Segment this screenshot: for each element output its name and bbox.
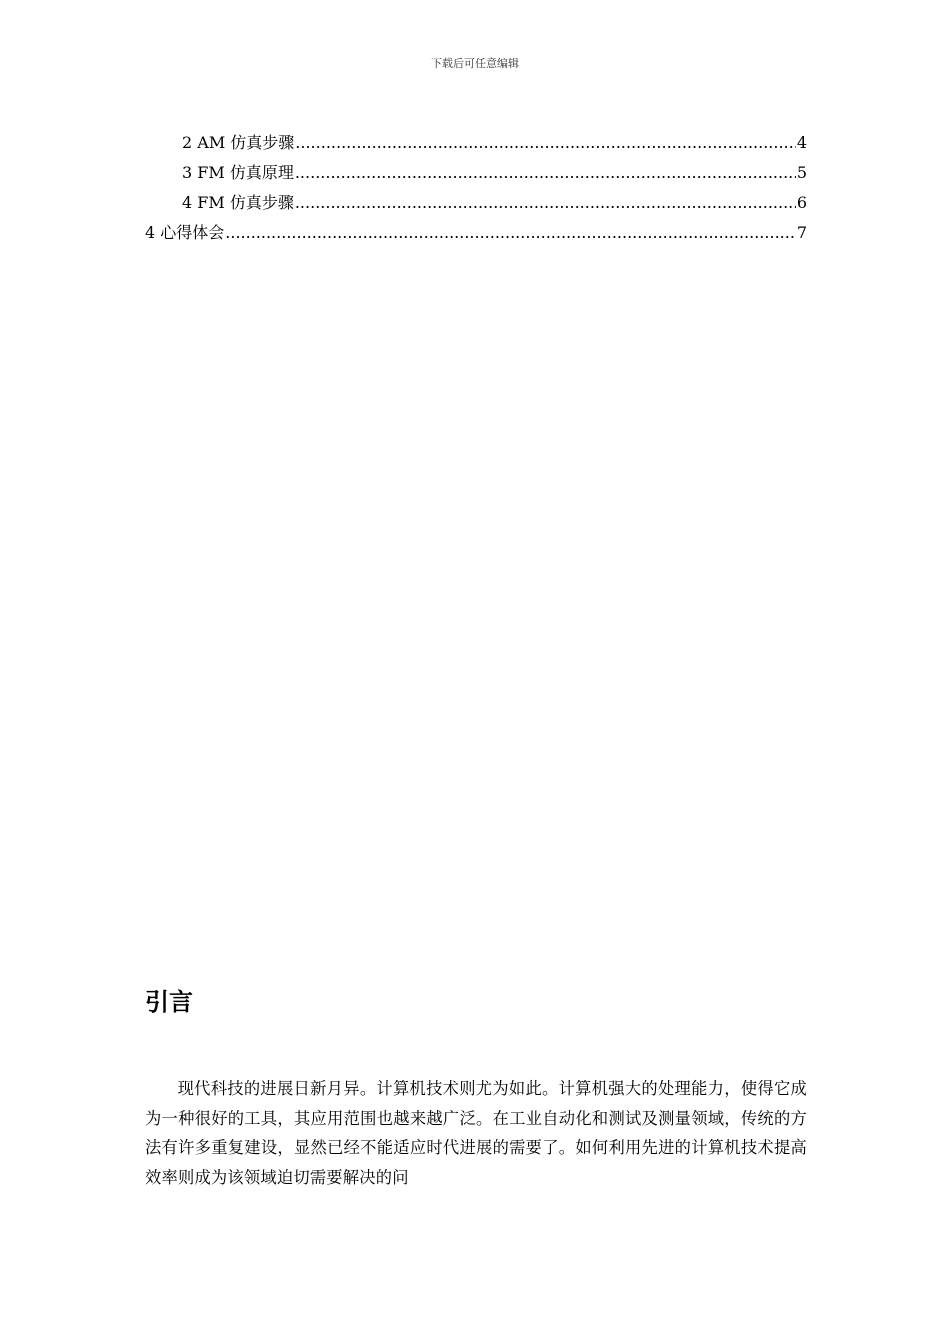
toc-dot-leader bbox=[295, 188, 796, 218]
toc-entry[interactable] bbox=[145, 128, 807, 158]
body-paragraph: 现代科技的进展日新月异。计算机技术则尤为如此。计算机强大的处理能力，使得它成为一种很好的工具，其应用范围也越来越广泛。在工业自动化和测试及测量领域，传统的方法有许多重复建设，显然已经不能适应时代进展的需要了。如何利用先进的计算机技术提高效率则成为该领域迫切需要解决的问 bbox=[145, 1079, 807, 1187]
page-header-note: 下载后可任意编辑 bbox=[431, 57, 519, 70]
toc-entry[interactable] bbox=[145, 218, 807, 248]
toc-entry-label: 3 FM 仿真原理 bbox=[182, 163, 294, 182]
toc-page-number: 6 bbox=[796, 193, 807, 212]
toc-entry-label: 2 AM 仿真步骤 bbox=[182, 133, 295, 152]
toc-entry-label: 4 心得体会 bbox=[145, 223, 225, 242]
toc-entry-label: 4 FM 仿真步骤 bbox=[182, 193, 294, 212]
toc-dot-leader bbox=[295, 128, 796, 158]
table-of-contents bbox=[145, 128, 807, 248]
toc-page-number: 4 bbox=[796, 133, 807, 152]
section-heading: 引言 bbox=[145, 988, 193, 1016]
toc-dot-leader bbox=[225, 218, 796, 248]
toc-page-number: 7 bbox=[796, 223, 807, 242]
toc-entry[interactable] bbox=[145, 188, 807, 218]
toc-page-number: 5 bbox=[796, 163, 807, 182]
toc-dot-leader bbox=[295, 158, 796, 188]
toc-entry[interactable] bbox=[145, 158, 807, 188]
